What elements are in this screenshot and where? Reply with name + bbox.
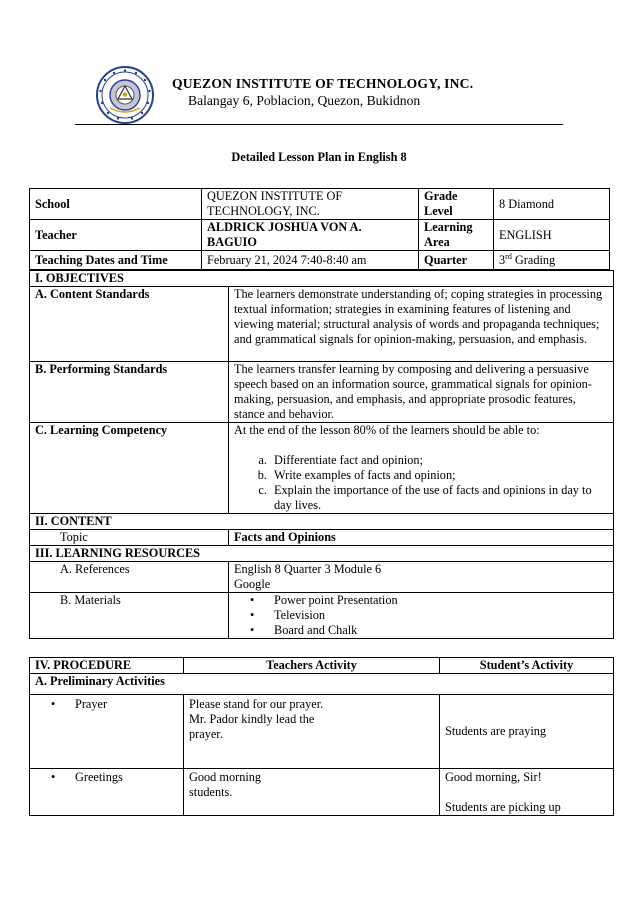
school-address: Balangay 6, Poblacion, Quezon, Bukidnon xyxy=(188,93,421,108)
reference-item: English 8 Quarter 3 Module 6 xyxy=(234,562,382,576)
school-value: QUEZON INSTITUTE OF TECHNOLOGY, INC. xyxy=(202,189,419,220)
materials-label: B. Materials xyxy=(30,593,229,639)
topic-value: Facts and Opinions xyxy=(229,530,614,546)
learning-area-value: ENGLISH xyxy=(494,220,610,251)
student-line: Good morning, Sir! xyxy=(445,770,542,784)
competency-intro: At the end of the lesson 80% of the learners should be able to: xyxy=(234,423,540,437)
material-item: • Television xyxy=(268,608,608,623)
references-label: A. References xyxy=(30,562,229,593)
prayer-student-activity xyxy=(440,695,614,769)
learning-competency-label: C. Learning Competency xyxy=(30,423,229,514)
reference-item: Google xyxy=(234,577,271,591)
competency-item: c. Explain the importance of the use of facts and opinions in day to day lives. xyxy=(270,483,608,513)
learning-area-label: Learning Area xyxy=(419,220,494,251)
teachers-activity-header: Teachers Activity xyxy=(184,658,440,674)
prayer-teacher-activity xyxy=(184,695,440,769)
grade-level-label: Grade Level xyxy=(419,189,494,220)
content-standards-text: The learners demonstrate understanding of; coping strategies in processing textual information; strategies in examining features of listening and viewing material; structural analysis of words and propaganda techniques; and grammatical signals for opinion-making, persuasion, and emphasis. xyxy=(229,287,614,362)
school-logo xyxy=(96,66,154,124)
student-line: Students are praying xyxy=(445,724,547,738)
prayer-row-label xyxy=(30,695,184,769)
material-item: • Board and Chalk xyxy=(268,623,608,638)
lesson-plan-table xyxy=(29,270,614,639)
topic-label: Topic xyxy=(30,530,229,546)
header-divider xyxy=(75,124,563,125)
prayer-label: • Prayer xyxy=(69,697,178,712)
teacher-line: prayer. xyxy=(189,727,223,741)
greetings-row-label xyxy=(30,769,184,816)
teacher-line: Mr. Pador kindly lead the xyxy=(189,712,315,726)
quarter-value: 3rd Grading xyxy=(494,251,610,270)
student-line: Students are picking up xyxy=(445,800,561,814)
procedure-heading: IV. PROCEDURE xyxy=(30,658,184,674)
procedure-table xyxy=(29,657,614,816)
info-table xyxy=(29,188,610,270)
students-activity-header: Student’s Activity xyxy=(440,658,614,674)
content-standards-label: A. Content Standards xyxy=(30,287,229,362)
material-item: • Power point Presentation xyxy=(268,593,608,608)
materials-cell xyxy=(229,593,614,639)
preliminary-activities-heading: A. Preliminary Activities xyxy=(30,674,614,695)
greetings-label: • Greetings xyxy=(69,770,178,785)
competency-item: a. Differentiate fact and opinion; xyxy=(270,453,608,468)
learning-resources-heading: III. LEARNING RESOURCES xyxy=(30,546,614,562)
school-label: School xyxy=(30,189,202,220)
objectives-heading: I. OBJECTIVES xyxy=(30,271,614,287)
teaching-dates-label: Teaching Dates and Time xyxy=(30,251,202,270)
teaching-dates-value: February 21, 2024 7:40-8:40 am xyxy=(202,251,419,270)
materials-list xyxy=(234,593,608,638)
content-heading: II. CONTENT xyxy=(30,514,614,530)
school-name: QUEZON INSTITUTE OF TECHNOLOGY, INC. xyxy=(172,76,474,91)
learning-competency-cell xyxy=(229,423,614,514)
quarter-label: Quarter xyxy=(419,251,494,270)
document-title: Detailed Lesson Plan in English 8 xyxy=(231,150,407,164)
grade-level-value: 8 Diamond xyxy=(494,189,610,220)
competency-list xyxy=(234,453,608,513)
greetings-student-activity xyxy=(440,769,614,816)
competency-item: b. Write examples of facts and opinion; xyxy=(270,468,608,483)
greetings-teacher-activity xyxy=(184,769,440,816)
teacher-line: students. xyxy=(189,785,233,799)
teacher-line: Good morning xyxy=(189,770,262,784)
teacher-line: Please stand for our prayer. xyxy=(189,697,324,711)
teacher-label: Teacher xyxy=(30,220,202,251)
performing-standards-label: B. Performing Standards xyxy=(30,362,229,423)
performing-standards-text: The learners transfer learning by composing and delivering a persuasive speech based on an information source, grammatical signals for opinion-making, persuasion, and emphasis, and appropriate prosodic features, stance and behavior. xyxy=(229,362,614,423)
teacher-value: ALDRICK JOSHUA VON A. BAGUIO xyxy=(202,220,419,251)
references-cell xyxy=(229,562,614,593)
